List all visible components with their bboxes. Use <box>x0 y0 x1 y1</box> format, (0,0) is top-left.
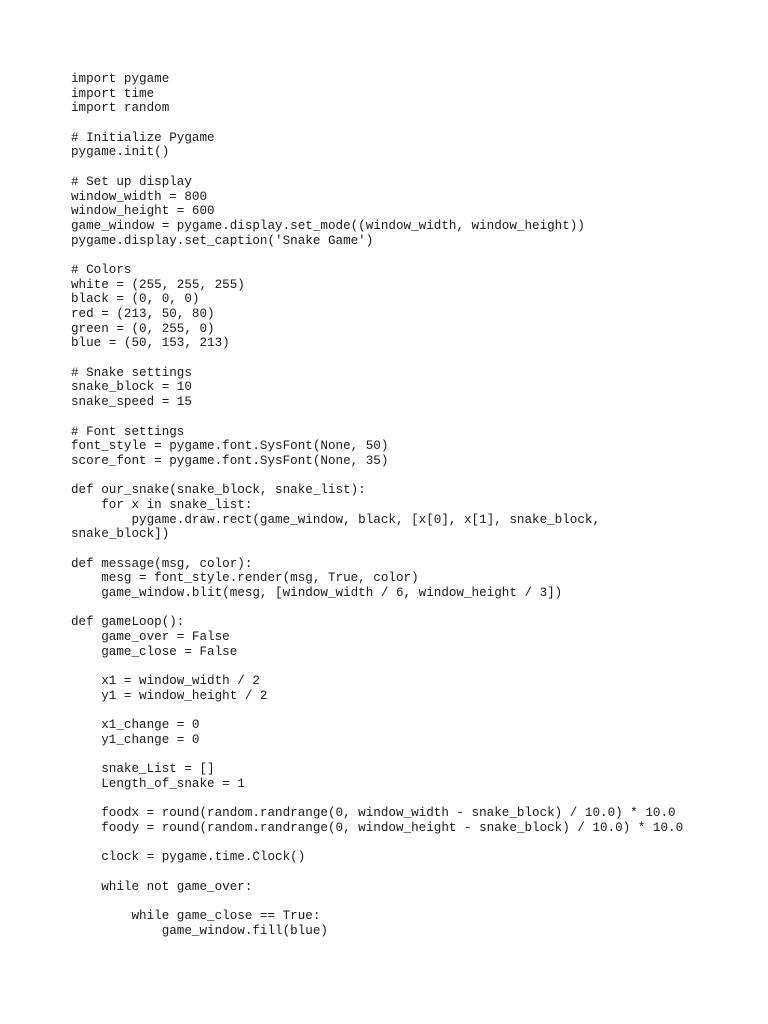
code-line: window_width = 800 <box>71 189 208 204</box>
code-line <box>71 660 683 675</box>
code-line: pygame.display.set_caption('Snake Game') <box>71 233 374 248</box>
code-line <box>71 248 683 263</box>
code-line: mesg = font_style.render(msg, True, color) <box>71 571 419 586</box>
code-line: snake_speed = 15 <box>71 395 192 410</box>
code-line: pygame.init() <box>71 145 170 160</box>
code-line: clock = pygame.time.Clock() <box>71 850 306 865</box>
code-line: black = (0, 0, 0) <box>71 292 200 307</box>
code-line: snake_block]) <box>71 527 170 542</box>
code-line <box>71 748 683 763</box>
code-line: foody = round(random.randrange(0, window_height - snake_block) / 10.0) * 10.0 <box>71 821 684 836</box>
code-line: red = (213, 50, 80) <box>71 307 215 321</box>
code-line: import pygame <box>71 72 170 86</box>
code-line: # Font settings <box>71 424 185 439</box>
code-line <box>71 410 683 425</box>
code-line <box>71 542 683 557</box>
code-line: pygame.draw.rect(game_window, black, [x[0], x[1], snake_block, <box>71 512 601 527</box>
code-line: game_window.fill(blue) <box>71 923 328 938</box>
code-line <box>71 792 683 807</box>
code-line <box>71 704 683 719</box>
code-line: def our_snake(snake_block, snake_list): <box>71 483 366 498</box>
code-line: y1 = window_height / 2 <box>71 688 268 703</box>
code-line: x1 = window_width / 2 <box>71 674 260 689</box>
code-line: import time <box>71 86 155 101</box>
code-line <box>71 601 683 616</box>
code-line <box>71 116 683 131</box>
code-line: # Initialize Pygame <box>71 130 215 145</box>
code-line: y1_change = 0 <box>71 732 200 747</box>
code-line: font_style = pygame.font.SysFont(None, 50) <box>71 439 389 454</box>
code-line: snake_block = 10 <box>71 380 192 395</box>
code-line: for x in snake_list: <box>71 497 253 512</box>
code-line: def gameLoop(): <box>71 615 185 630</box>
code-line <box>71 895 683 910</box>
code-line: game_close = False <box>71 644 238 659</box>
code-line: score_font = pygame.font.SysFont(None, 35) <box>71 453 389 468</box>
code-line: while game_close == True: <box>71 909 321 924</box>
code-block <box>71 72 683 939</box>
code-line <box>71 836 683 851</box>
code-line: game_window.blit(mesg, [window_width / 6, window_height / 3]) <box>71 586 563 601</box>
code-line: x1_change = 0 <box>71 718 200 733</box>
code-line: white = (255, 255, 255) <box>71 277 245 292</box>
code-line: snake_List = [] <box>71 762 215 777</box>
code-line: Length_of_snake = 1 <box>71 777 245 791</box>
code-line: green = (0, 255, 0) <box>71 321 215 336</box>
code-line: blue = (50, 153, 213) <box>71 336 230 351</box>
code-line: game_window = pygame.display.set_mode((window_width, window_height)) <box>71 218 585 233</box>
code-line <box>71 160 683 175</box>
code-line: # Colors <box>71 262 132 277</box>
code-line <box>71 351 683 366</box>
code-line <box>71 865 683 880</box>
code-line: import random <box>71 101 170 116</box>
code-line: # Snake settings <box>71 365 192 380</box>
code-line: while not game_over: <box>71 879 253 894</box>
code-line: # Set up display <box>71 174 192 189</box>
code-line: game_over = False <box>71 630 230 645</box>
code-line: window_height = 600 <box>71 204 215 219</box>
code-line: foodx = round(random.randrange(0, window_width - snake_block) / 10.0) * 10.0 <box>71 806 676 821</box>
code-line <box>71 469 683 484</box>
code-line: def message(msg, color): <box>71 556 253 571</box>
